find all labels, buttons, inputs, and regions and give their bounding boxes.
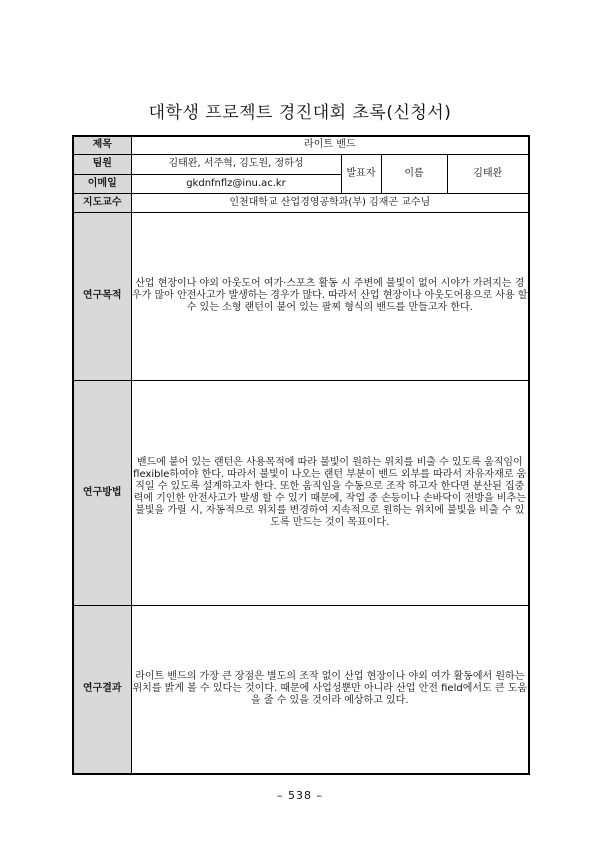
subject-value: 라이트 밴드	[131, 136, 529, 154]
email-value: gkdnfnflz@inu.ac.kr	[131, 174, 341, 193]
purpose-row	[73, 212, 529, 380]
result-row	[73, 605, 529, 774]
page-number: – 538 –	[277, 789, 323, 802]
name-value: 김태완	[447, 154, 529, 193]
abstract-form-table	[72, 135, 530, 775]
advisor-label: 지도교수	[73, 193, 131, 212]
document-title: 대학생 프로젝트 경진대회 초록(신청서)	[148, 103, 452, 123]
purpose-text: 산업 현장이나 야외 아웃도어 여가·스포츠 활동 시 주변에 불빛이 없어 시야가 가려지는 경우가 많아 안전사고가 발생하는 경우가 많다. 따라서 산업 현장이나 아웃도어용으로 사용 할 수 있는 소형 랜턴이 붙어 있는 팔찌 형식의 밴드를 만들고자 한다.	[131, 278, 528, 313]
team-value: 김태완, 서주혁, 김도원, 정하성	[131, 154, 341, 174]
team-row	[73, 154, 529, 174]
subject-label: 제목	[73, 136, 131, 154]
method-text: 밴드에 붙어 있는 랜턴은 사용목적에 따라 불빛이 원하는 위치를 비출 수 있도록 움직임이 flexible하여야 한다. 따라서 불빛이 나오는 랜턴 부분이 밴드 외부를 따라서 자유자재로 움직일 수 있도록 설계하고자 한다. 또한 움직임을 수동으로 조작 하고자 한다면 분산된 집중력에 기인한 안전사고가 발생 할 수 있기 때문에, 작업 중 손등이나 손바닥이 전방을 비추는 불빛을 가릴 시, 자동적으로 위치를 변경하여 지속적으로 원하는 위치에 불빛을 비출 수 있도록 만드는 것이 목표이다.	[133, 456, 527, 528]
result-label: 연구결과	[73, 605, 131, 774]
result-content	[131, 605, 529, 774]
team-label: 팀원	[73, 154, 131, 174]
method-content	[131, 380, 529, 605]
method-row	[73, 380, 529, 605]
subject-row	[73, 136, 529, 154]
name-label: 이름	[381, 154, 447, 193]
advisor-value: 인천대학교 산업경영공학과(부) 김재곤 교수님	[131, 193, 529, 212]
email-label: 이메일	[73, 174, 131, 193]
purpose-label: 연구목적	[73, 212, 131, 380]
presenter-label: 발표자	[341, 154, 381, 193]
advisor-row	[73, 193, 529, 212]
method-label: 연구방법	[73, 380, 131, 605]
result-text: 라이트 밴드의 가장 큰 장점은 별도의 조작 없이 산업 현장이나 야외 여가 활동에서 원하는 위치를 밝게 볼 수 있다는 것이다. 때문에 사업성뿐만 아니라 산업 안전 field에서도 큰 도움을 줄 수 있을 것이라 예상하고 있다.	[132, 671, 528, 707]
purpose-content	[131, 212, 529, 380]
